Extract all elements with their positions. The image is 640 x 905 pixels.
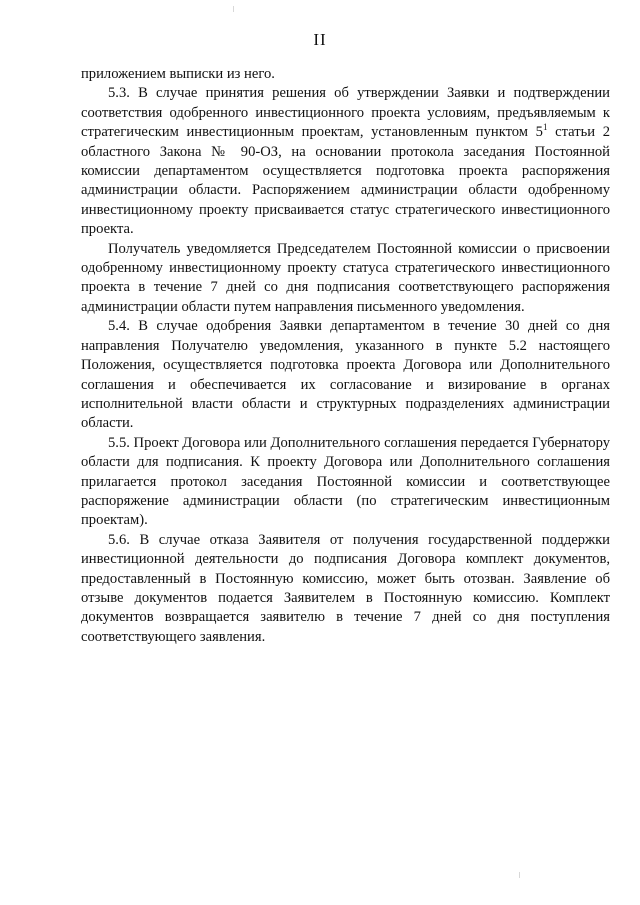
paragraph-5-5: 5.5. Проект Договора или Дополнительного соглашения передается Губернатору области для подписания. К проекту Договора или Дополнительного соглашения прилагается протокол заседания Постоянной комиссии и соответствующее распоряжение администрации области (по стратегическим инвестиционным проектам). (81, 434, 610, 529)
paragraph-5-3-text-start: 5.3. В случае принятия решения об утверждении Заявки и подтверждении соответствия одобренного инвестиционного проекта условиям, предъявляемым к стратегическим инвестиционным проектам, установленным пунктом 5 (81, 85, 610, 141)
paragraph-5-3-text-end: статьи 2 областного Закона № 90-ОЗ, на основании протокола заседания Постоянной комиссии департаментом осуществляется подготовка проекта распоряжения администрации области. Распоряжением администрации области одобренному инвестиционному проекту присваивается статус стратегического инвестиционного проекта. (81, 124, 610, 238)
scan-speck (233, 6, 234, 12)
paragraph-recipient-notification: Получатель уведомляется Председателем Постоянной комиссии о присвоении одобренному инвестиционному проекту статуса стратегического инвестиционного проекта в течение 7 дней со дня подписания соответствующего распоряжения администрации области путем направления письменного уведомления. (81, 240, 610, 315)
page-number: II (313, 30, 327, 49)
document-body (81, 65, 610, 647)
paragraph-5-6: 5.6. В случае отказа Заявителя от получения государственной поддержки инвестиционной деятельности до подписания Договора комплект документов, предоставленный в Постоянную комиссию, может быть отозван. Заявление об отзыве документов подается Заявителем в Постоянную комиссию. Комплект документов возвращается заявителю в течение 7 дней со дня поступления соответствующего заявления. (81, 531, 610, 645)
paragraph-continuation: приложением выписки из него. (81, 66, 275, 82)
footnote-superscript: 1 (542, 122, 548, 133)
paragraph-5-4: 5.4. В случае одобрения Заявки департаментом в течение 30 дней со дня направления Получателю уведомления, указанного в пункте 5.2 настоящего Положения, осуществляется подготовка проекта Договора или Дополнительного соглашения и обеспечивается их согласование и визирование в органах исполнительной власти области и структурных подразделениях администрации области. (81, 318, 610, 432)
paragraph-5-3 (81, 84, 610, 239)
scan-speck (519, 872, 520, 878)
